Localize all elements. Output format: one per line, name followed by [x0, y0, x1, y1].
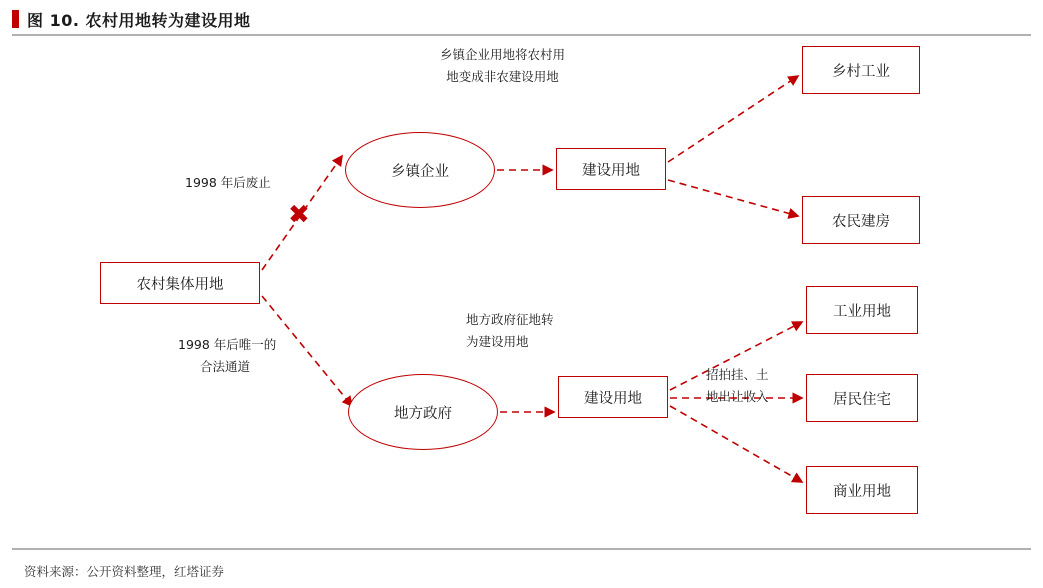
annotation-township-note [440, 44, 565, 88]
title-marker [12, 10, 19, 28]
node-label: 乡镇企业 [391, 163, 449, 180]
node-commercial-land[interactable] [806, 466, 918, 514]
node-label: 农民建房 [832, 213, 890, 230]
annotation-line: 招拍挂、土 [706, 367, 769, 382]
annotation-line: 地方政府征地转 [466, 312, 554, 327]
divider-bottom [12, 548, 1031, 550]
node-rural-collective-land[interactable] [100, 262, 260, 304]
annotation-government-expropriation-note [466, 309, 554, 353]
node-farmer-housing[interactable] [802, 196, 920, 244]
annotation-abolished-note [185, 172, 271, 194]
node-industrial-land[interactable] [806, 286, 918, 334]
annotation-line: 地变成非农建设用地 [446, 68, 559, 84]
diagram-canvas [0, 34, 1043, 548]
node-label: 乡村工业 [832, 63, 890, 80]
annotation-land-transfer-revenue-note [706, 364, 769, 408]
node-rural-industry[interactable] [802, 46, 920, 94]
annotation-line: 为建设用地 [466, 333, 529, 349]
node-label: 工业用地 [833, 303, 891, 320]
annotation-line: 地出让收入 [706, 388, 769, 404]
annotation-only-legal-channel-note [178, 334, 276, 378]
cross-icon: ✖ [288, 200, 310, 230]
annotation-line: 乡镇企业用地将农村用 [440, 47, 566, 62]
annotation-line: 1998 年后唯一的 [178, 337, 277, 352]
annotation-line: 1998 年后废止 [185, 175, 271, 190]
edge-construction-to-rural-industry [668, 76, 798, 162]
annotation-line: 合法通道 [200, 358, 251, 374]
node-label: 商业用地 [833, 483, 891, 500]
node-residential-land[interactable] [806, 374, 918, 422]
node-label: 建设用地 [584, 390, 642, 407]
node-construction-land-top[interactable] [556, 148, 666, 190]
edge-construction-to-commercial [670, 406, 802, 482]
node-construction-land-bottom[interactable] [558, 376, 668, 418]
node-label: 地方政府 [394, 405, 452, 422]
edge-construction-to-farmer-housing [668, 180, 798, 216]
node-label: 建设用地 [582, 162, 640, 179]
page-title: 图 10. 农村用地转为建设用地 [27, 10, 251, 30]
node-township-enterprise[interactable] [345, 132, 495, 208]
figure-title-bar [12, 4, 1031, 34]
node-local-government[interactable] [348, 374, 498, 450]
node-label: 农村集体用地 [136, 276, 224, 293]
node-label: 居民住宅 [833, 391, 891, 408]
source-note: 资料来源：公开资料整理，红塔证券 [24, 564, 225, 579]
